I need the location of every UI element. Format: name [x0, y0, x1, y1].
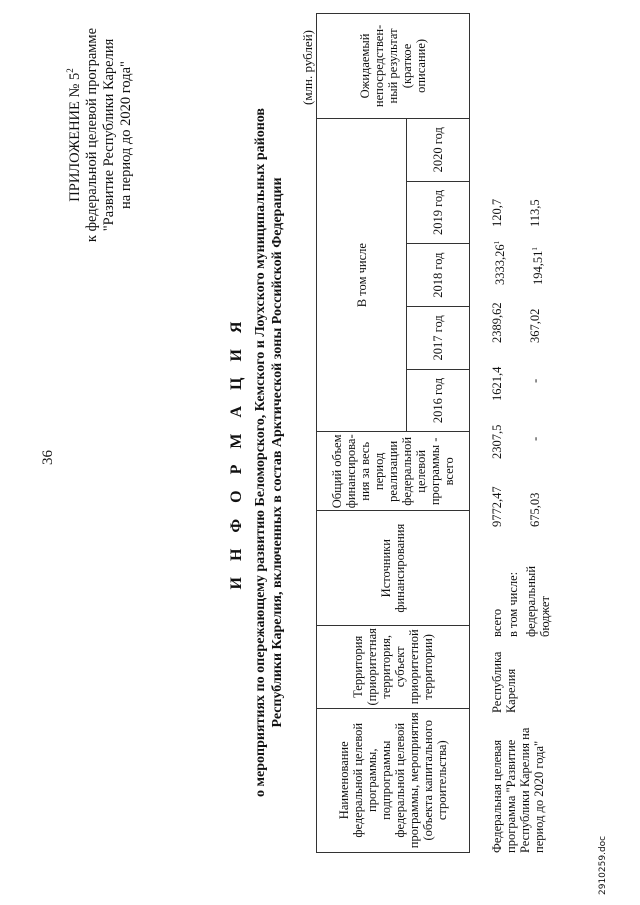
source-column	[490, 527, 554, 637]
financing-table	[316, 13, 470, 853]
header-name: Наименование федеральной целевой программы, подпрограммы федеральной целевой программы, мероприятия (объекта капитального строительства)	[317, 708, 470, 852]
header-source: Источники финансирования	[317, 511, 470, 626]
header-in-that-number: В том числе	[317, 118, 407, 432]
program-territory: Республика Карелия	[490, 651, 518, 713]
header-year-2016: 2016 год	[407, 369, 470, 432]
header-year-2020: 2020 год	[407, 118, 470, 181]
subtitle-line-2: Республики Карелия, включенных в состав Арктической зоны Российской Федерации	[270, 177, 285, 728]
header-year-2017: 2017 год	[407, 306, 470, 369]
program-name: Федеральная целевая программа "Развитие Республики Карелия на период до 2020 года"	[490, 727, 546, 853]
source-federal-budget: федеральный бюджет	[524, 565, 552, 637]
y2019-federal: 194,51$^1$	[531, 247, 546, 285]
total-all: 9772,47	[490, 486, 504, 527]
y2020-federal: 113,5	[528, 199, 542, 227]
appendix-line-1: к федеральной целевой программе	[83, 27, 100, 243]
source-including: в том числе:	[506, 571, 520, 637]
footer-doc-id: 2910259.doc	[598, 835, 608, 895]
page-number: 36	[40, 450, 56, 465]
document-subtitle	[252, 0, 286, 905]
y2017-all: 1621,4	[490, 366, 504, 401]
y2017-federal: -	[528, 378, 542, 383]
header-year-2018: 2018 год	[407, 244, 470, 307]
unit-label: (млн. рублей)	[300, 30, 315, 105]
subtitle-line-1: о мероприятиях по опережающему развитию Беломорского, Кемского и Лоухского муниципальных районов	[253, 108, 268, 797]
appendix-line-3: на период до 2020 года"	[117, 61, 134, 209]
appendix-line-2: "Развитие Республики Карелия	[100, 38, 117, 232]
header-total: Общий объем финансирова-ния за весь период реализации федеральной целевой программы - всего	[317, 432, 470, 511]
y2016-federal: -	[528, 436, 542, 441]
y2019-all: 3333,26$^1$	[493, 240, 508, 285]
header-territory: Территория (приоритетная территория, субъект приоритетной территории)	[317, 626, 470, 708]
appendix-title: ПРИЛОЖЕНИЕ № $5^2$	[65, 68, 83, 202]
header-result: Ожидаемый непосредствен-ный результат (краткое описание)	[317, 14, 470, 119]
header-year-2019: 2019 год	[407, 181, 470, 244]
y2016-all: 2307,5	[490, 424, 504, 459]
total-federal: 675,03	[528, 492, 542, 527]
source-total: всего	[490, 608, 504, 637]
appendix-block	[62, 15, 135, 255]
y2018-all: 2389,62	[490, 302, 504, 343]
y2018-federal: 367,02	[528, 308, 542, 343]
y2020-all: 120,7	[490, 198, 504, 227]
document-title: И Н Ф О Р М А Ц И Я	[228, 315, 245, 590]
